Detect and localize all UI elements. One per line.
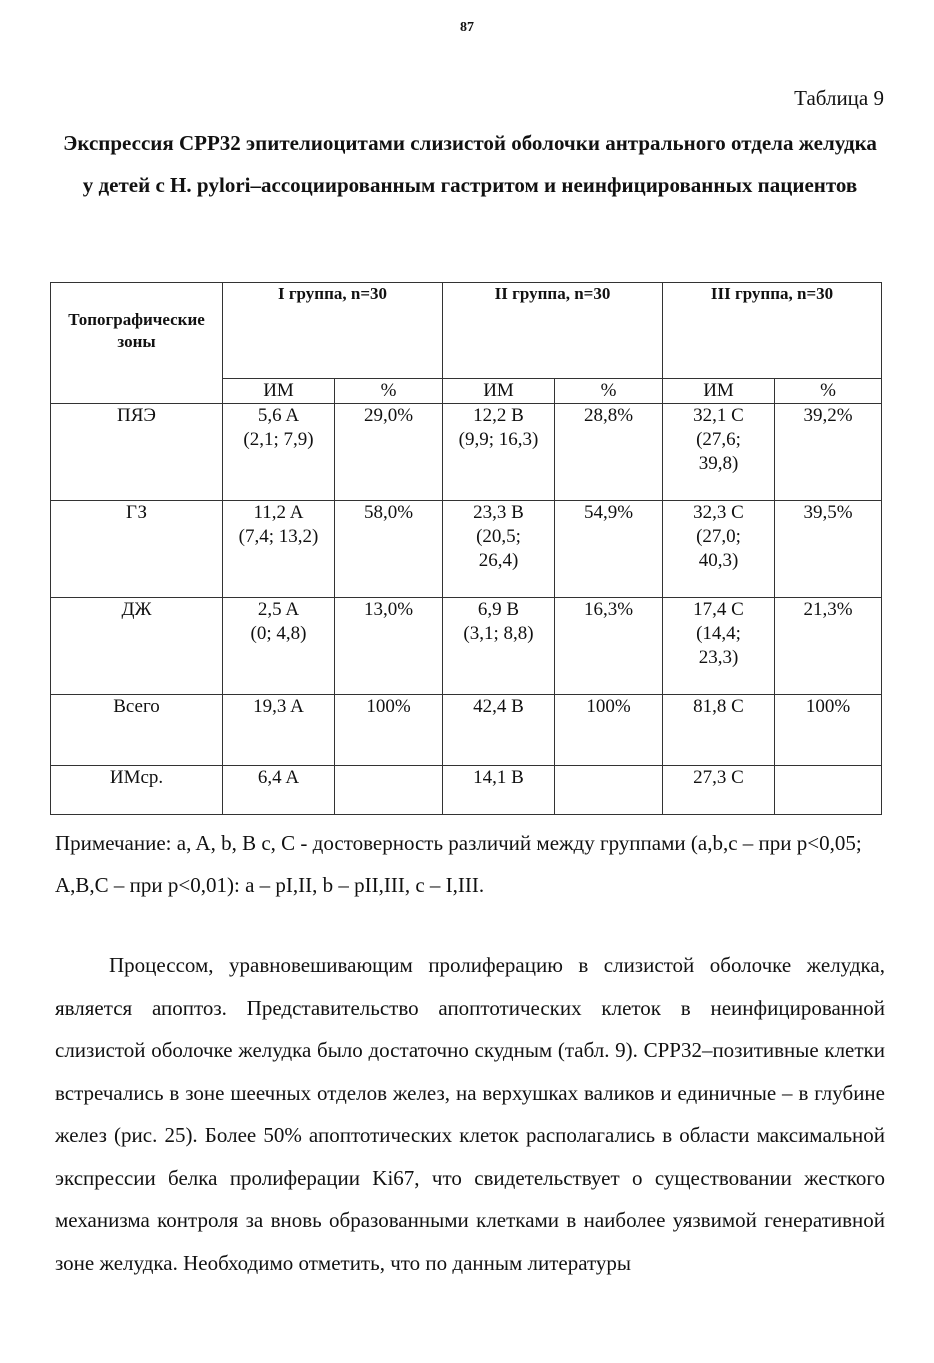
cell-line: 28,8% [583, 405, 634, 426]
cell-line: (27,0; [696, 526, 741, 547]
sub-header-im: ИМ [443, 379, 555, 404]
percent-cell [335, 501, 443, 598]
im-cell [663, 501, 775, 598]
cell-line: (2,1; 7,9) [243, 429, 314, 450]
im-cell [443, 766, 555, 815]
im-cell [663, 695, 775, 766]
table-row [51, 404, 882, 501]
percent-cell [555, 766, 663, 815]
table-title: Экспрессия CPP32 эпителиоцитами слизистой оболочки антрального отдела желудка у детей с H. pylori–ассоциированным гастритом и неинфицированных пациентов [63, 131, 877, 197]
percent-cell [335, 598, 443, 695]
im-cell [223, 501, 335, 598]
cell-line: (20,5; [476, 526, 521, 547]
page-number: 87 [460, 20, 474, 35]
cell-line: 6,9 B [477, 599, 520, 620]
cell-line: 17,4 C [693, 599, 744, 620]
cell-line: 2,5 A [257, 599, 300, 620]
percent-cell [775, 598, 882, 695]
cell-line: 12,2 B [473, 405, 524, 426]
im-cell [223, 766, 335, 815]
percent-cell [555, 501, 663, 598]
cell-line: 11,2 A [253, 502, 304, 523]
percent-cell [335, 695, 443, 766]
group-header-3: III группа, n=30 [663, 283, 882, 379]
percent-cell [775, 766, 882, 815]
percent-cell [555, 404, 663, 501]
cell-line: (7,4; 13,2) [238, 526, 319, 547]
cell-line: (0; 4,8) [250, 623, 307, 644]
cell-line: 19,3 A [253, 696, 304, 717]
cell-line: 6,4 A [257, 767, 300, 788]
zone-cell: ИМср. [51, 766, 223, 815]
im-cell [443, 501, 555, 598]
table-caption: Таблица 9 [794, 86, 884, 110]
sub-header-percent: % [335, 379, 443, 404]
data-table [50, 282, 882, 815]
zone-cell: ГЗ [51, 501, 223, 598]
sub-header-percent: % [775, 379, 882, 404]
table-row [51, 766, 882, 815]
body-paragraph: Процессом, уравновешивающим пролиферацию в слизистой оболочке желудка, является апоптоз. Представительство апоптотических клеток в неинфицированной слизистой оболочке желудка было достаточно скудным (табл. 9). CPP32–позитивные клетки встречались в зоне шеечных отделов желез, на верхушках валиков и единичные – в глубине желез (рис. 25). Более 50% апоптотических клеток располагались в области максимальной экспрессии белка пролиферации Ki67, что свидетельствует о существовании жесткого механизма контроля за вновь образованными клетками в наиболее уязвимой генеративной зоне желудка. Необходимо отметить, что по данным литературы [55, 953, 885, 1275]
percent-cell [775, 695, 882, 766]
table-row [51, 501, 882, 598]
table-body [51, 404, 882, 815]
percent-cell [335, 404, 443, 501]
cell-line: 42,4 B [473, 696, 524, 717]
cell-line: 21,3% [803, 599, 853, 620]
group-header-2: II группа, n=30 [443, 283, 663, 379]
percent-cell [555, 695, 663, 766]
im-cell [663, 598, 775, 695]
cell-line: 81,8 C [693, 696, 744, 717]
cell-line: 100% [366, 696, 411, 717]
cell-line: 13,0% [363, 599, 414, 620]
percent-cell [775, 501, 882, 598]
cell-line: 5,6 A [257, 405, 300, 426]
cell-line: 23,3) [698, 647, 739, 668]
cell-line: 23,3 B [473, 502, 524, 523]
cell-line: 58,0% [363, 502, 414, 523]
cell-line: 27,3 C [693, 767, 744, 788]
cell-line: 32,1 C [693, 405, 744, 426]
zone-cell: ДЖ [51, 598, 223, 695]
cell-line: 40,3) [698, 550, 739, 571]
im-cell [223, 598, 335, 695]
cell-line: 16,3% [583, 599, 634, 620]
group-header-1: I группа, n=30 [223, 283, 443, 379]
percent-cell [775, 404, 882, 501]
cell-line: (27,6; [696, 429, 741, 450]
cell-line: 39,8) [698, 453, 739, 474]
zone-cell: ПЯЭ [51, 404, 223, 501]
sub-header-percent: % [555, 379, 663, 404]
cell-line: (9,9; 16,3) [458, 429, 539, 450]
zone-cell: Всего [51, 695, 223, 766]
sub-header-im: ИМ [223, 379, 335, 404]
cell-line: 32,3 C [693, 502, 744, 523]
percent-cell [335, 766, 443, 815]
table-row [51, 695, 882, 766]
cell-line: (3,1; 8,8) [463, 623, 534, 644]
cell-line: 39,2% [803, 405, 853, 426]
im-cell [223, 695, 335, 766]
cell-line: 39,5% [803, 502, 853, 523]
zone-header: Топографические зоны [51, 283, 223, 404]
cell-line: 100% [586, 696, 631, 717]
im-cell [663, 404, 775, 501]
table-row [51, 598, 882, 695]
cell-line: 26,4) [478, 550, 519, 571]
im-cell [443, 404, 555, 501]
cell-line: 100% [805, 696, 851, 717]
cell-line: 14,1 B [473, 767, 524, 788]
im-cell [223, 404, 335, 501]
sub-header-im: ИМ [663, 379, 775, 404]
cell-line: 54,9% [583, 502, 634, 523]
percent-cell [555, 598, 663, 695]
cell-line: (14,4; [696, 623, 741, 644]
table-note: Примечание: a, A, b, B c, C - достоверность различий между группами (a,b,c – при p<0,05; A,B,C – при p<0,01): a – pI,II, b – pII,III, c – I,III. [55, 831, 862, 897]
cell-line: 29,0% [363, 405, 414, 426]
im-cell [443, 598, 555, 695]
im-cell [663, 766, 775, 815]
im-cell [443, 695, 555, 766]
